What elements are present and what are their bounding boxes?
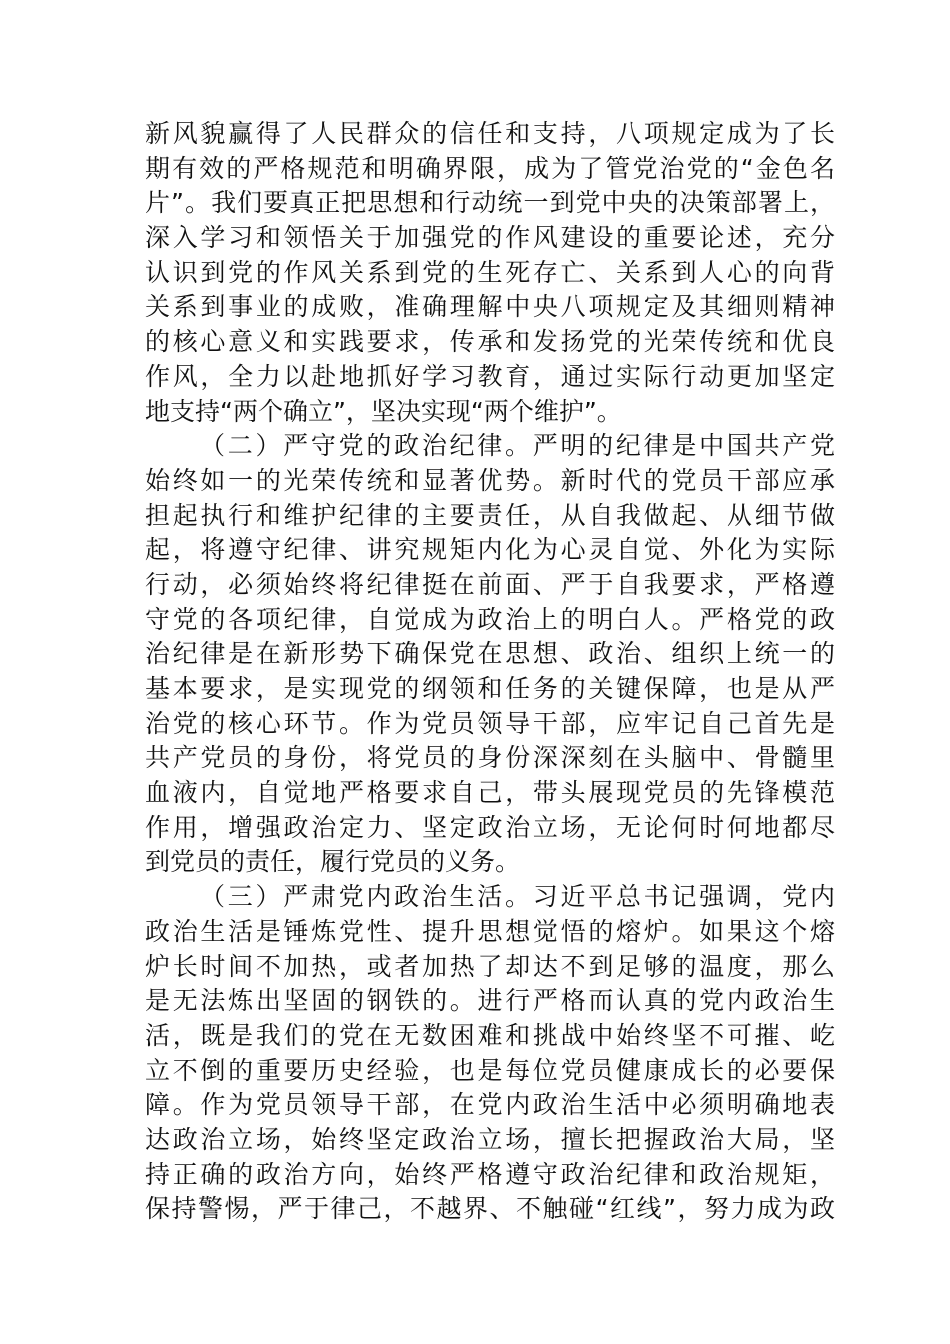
text-line: 行动，必须始终将纪律挺在前面、严于自我要求，严格遵	[145, 569, 835, 599]
text-line: 新风貌赢得了人民群众的信任和支持，八项规定成为了长	[145, 119, 835, 148]
body-text	[145, 117, 835, 1227]
text-line: 深入学习和领悟关于加强党的作风建设的重要论述，充分	[145, 223, 835, 253]
text-line: 血液内，自觉地严格要求自己，带头展现党员的先锋模范	[145, 778, 835, 808]
text-line: 是无法炼出坚固的钢铁的。进行严格而认真的党内政治生	[145, 986, 835, 1016]
text-line: 治纪律是在新形势下确保党在思想、政治、组织上统一的	[145, 639, 835, 669]
text-line: 守党的各项纪律，自觉成为政治上的明白人。严格党的政	[145, 604, 835, 634]
text-line: 达政治立场，始终坚定政治立场，擅长把握政治大局，坚	[145, 1124, 835, 1154]
text-line: 作风，全力以赴地抓好学习教育，通过实际行动更加坚定	[145, 361, 835, 391]
text-line: 到党员的责任，履行党员的义务。	[145, 847, 521, 877]
text-line: 炉长时间不加热，或者加热了却达不到足够的温度，那么	[145, 951, 835, 981]
text-line: 关系到事业的成败，准确理解中央八项规定及其细则精神	[145, 292, 835, 322]
text-line: 起，将遵守纪律、讲究规矩内化为心灵自觉、外化为实际	[145, 535, 835, 565]
text-line: 作用，增强政治定力、坚定政治立场，无论何时何地都尽	[145, 812, 835, 842]
section-heading-line: （二）严守党的政治纪律。严明的纪律是中国共产党	[200, 431, 835, 461]
text-line: 认识到党的作风关系到党的生死存亡、关系到人心的向背	[145, 257, 835, 287]
text-line: 始终如一的光荣传统和显著优势。新时代的党员干部应承	[145, 465, 835, 495]
text-line: 障。作为党员领导干部，在党内政治生活中必须明确地表	[145, 1090, 835, 1120]
text-line: 担起执行和维护纪律的主要责任，从自我做起、从细节做	[145, 500, 835, 530]
text-line: 期有效的严格规范和明确界限，成为了管党治党的“金色名	[145, 153, 835, 183]
text-line: 基本要求，是实现党的纲领和任务的关键保障，也是从严	[145, 674, 835, 703]
text-line: 治党的核心环节。作为党员领导干部，应牢记自己首先是	[145, 708, 835, 738]
text-line: 持正确的政治方向，始终严格遵守政治纪律和政治规矩，	[145, 1159, 835, 1189]
text-line: 保持警惕，严于律己，不越界、不触碰“红线”，努力成为政	[145, 1194, 835, 1224]
text-line: 的核心意义和实践要求，传承和发扬党的光荣传统和优良	[145, 327, 835, 357]
text-line: 共产党员的身份，将党员的身份深深刻在头脑中、骨髓里	[145, 743, 835, 773]
text-line: 地支持“两个确立”，坚决实现“两个维护”。	[145, 396, 622, 426]
text-line: 片”。我们要真正把思想和行动统一到党中央的决策部署上，	[145, 188, 835, 218]
text-line: 立不倒的重要历史经验，也是每位党员健康成长的必要保	[145, 1055, 835, 1085]
section-heading-line: （三）严肃党内政治生活。习近平总书记强调，党内	[200, 882, 835, 912]
text-line: 政治生活是锤炼党性、提升思想觉悟的熔炉。如果这个熔	[145, 916, 835, 946]
text-line: 活，既是我们的党在无数困难和挑战中始终坚不可摧、屹	[145, 1020, 835, 1050]
